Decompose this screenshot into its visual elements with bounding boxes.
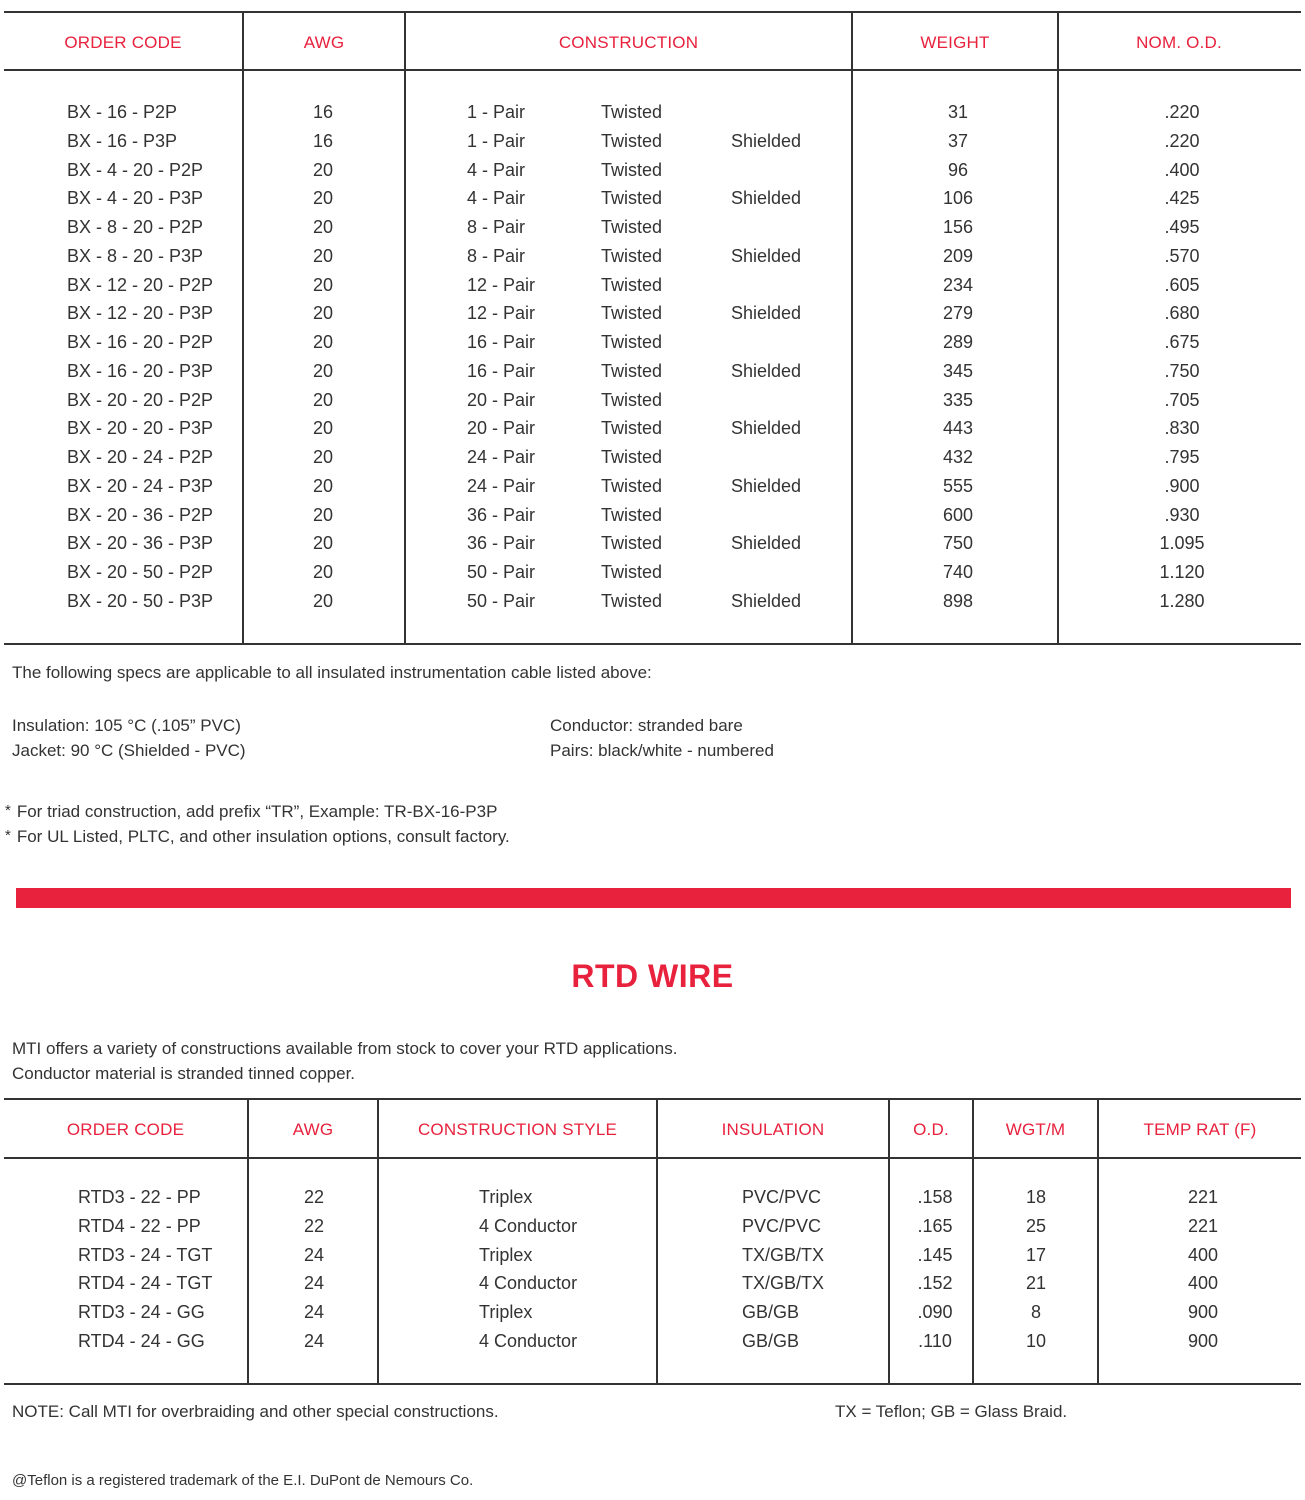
weight-cell: 96: [947, 159, 969, 180]
order-code-cell: BX - 20 - 50 - P2P: [67, 562, 214, 582]
rtd-awg-cell: 24: [303, 1302, 325, 1323]
twist-cell: Twisted: [601, 188, 663, 209]
weight-cell: 432: [942, 447, 974, 467]
rtd-temp-cell: 400: [1187, 1273, 1219, 1294]
order-code-cell: BX - 20 - 20 - P3P: [67, 418, 214, 439]
weight-cell: 345: [942, 360, 974, 381]
shield-cell: Shielded: [731, 590, 802, 611]
trademark-footer: @Teflon is a registered trademark of the E.I. DuPont de Nemours Co.: [12, 1472, 474, 1489]
rtd-intro-line2: Conductor material is stranded tinned copper.: [12, 1064, 356, 1083]
awg-cell: 20: [312, 504, 334, 525]
rtd-insulation-cell: TX/GB/TX: [742, 1273, 825, 1294]
shield-cell: Shielded: [731, 533, 802, 554]
order-code-cell: BX - 20 - 24 - P3P: [67, 475, 214, 496]
rtd-order-code-cell: RTD3 - 24 - TGT: [78, 1244, 213, 1265]
rtd-note: NOTE: Call MTI for overbraiding and other special constructions.: [12, 1402, 499, 1421]
pairs-cell: 20 - Pair: [467, 389, 536, 410]
rtd-order-code-cell: RTD4 - 22 - PP: [78, 1215, 201, 1236]
weight-cell: 209: [942, 245, 974, 266]
twist-cell: Twisted: [601, 217, 663, 237]
order-code-cell: BX - 20 - 36 - P3P: [67, 533, 214, 554]
table2-divider: [247, 1098, 249, 1385]
table1-divider: [242, 11, 244, 645]
table2-header-rule: [4, 1157, 1301, 1159]
weight-cell: 106: [942, 188, 974, 209]
weight-cell: 443: [942, 418, 974, 439]
awg-cell: 20: [312, 188, 334, 209]
rtd-awg-cell: 22: [303, 1215, 325, 1236]
rtd-header-temp: TEMP RAT (F): [1143, 1120, 1257, 1139]
header-nom-od: NOM. O.D.: [1136, 33, 1222, 52]
pairs-cell: 12 - Pair: [467, 274, 536, 295]
table1-divider: [1057, 11, 1059, 645]
awg-cell: 16: [312, 130, 334, 151]
weight-cell: 289: [942, 332, 974, 352]
rtd-header-awg: AWG: [292, 1120, 334, 1139]
od-cell: .795: [1164, 447, 1200, 467]
pairs-cell: 1 - Pair: [467, 130, 526, 151]
awg-cell: 16: [312, 102, 334, 122]
table1-divider: [851, 11, 853, 645]
awg-cell: 20: [312, 217, 334, 237]
rtd-awg-cell: 24: [303, 1273, 325, 1294]
rtd-wgt-cell: 8: [1030, 1302, 1041, 1323]
pairs-cell: 8 - Pair: [467, 217, 526, 237]
awg-cell: 20: [312, 590, 334, 611]
twist-cell: Twisted: [601, 130, 663, 151]
twist-cell: Twisted: [601, 360, 663, 381]
rtd-header-insulation: INSULATION: [721, 1120, 825, 1139]
spec-pairs: Pairs: black/white - numbered: [550, 741, 774, 760]
header-awg: AWG: [303, 33, 345, 52]
od-cell: .570: [1164, 245, 1200, 266]
rtd-insulation-cell: PVC/PVC: [742, 1215, 822, 1236]
pairs-cell: 16 - Pair: [467, 332, 536, 352]
rtd-wgt-cell: 17: [1025, 1244, 1047, 1265]
table1-header-rule: [4, 69, 1301, 71]
rtd-wgt-cell: 25: [1025, 1215, 1047, 1236]
rtd-temp-cell: 900: [1187, 1302, 1219, 1323]
od-cell: .220: [1164, 130, 1200, 151]
pairs-cell: 1 - Pair: [467, 102, 526, 122]
rtd-style-cell: Triplex: [479, 1244, 533, 1265]
rtd-order-code-cell: RTD3 - 22 - PP: [78, 1187, 201, 1207]
rtd-title: RTD WIRE: [571, 958, 734, 994]
pairs-cell: 24 - Pair: [467, 447, 536, 467]
twist-cell: Twisted: [601, 274, 663, 295]
pairs-cell: 12 - Pair: [467, 303, 536, 324]
twist-cell: Twisted: [601, 245, 663, 266]
header-construction: CONSTRUCTION: [558, 33, 699, 52]
weight-cell: 31: [947, 102, 969, 122]
od-cell: .680: [1164, 303, 1200, 324]
order-code-cell: BX - 16 - 20 - P3P: [67, 360, 214, 381]
rtd-style-cell: 4 Conductor: [479, 1273, 578, 1294]
twist-cell: Twisted: [601, 447, 663, 467]
od-cell: .675: [1164, 332, 1200, 352]
footnote-ul-text: For UL Listed, PLTC, and other insulation options, consult factory.: [16, 827, 510, 846]
weight-cell: 279: [942, 303, 974, 324]
awg-cell: 20: [312, 245, 334, 266]
order-code-cell: BX - 16 - P2P: [67, 102, 178, 122]
spec-insulation: Insulation: 105 °C (.105” PVC): [12, 716, 241, 735]
shield-cell: Shielded: [731, 130, 802, 151]
od-cell: 1.095: [1159, 533, 1205, 554]
od-cell: .495: [1164, 217, 1200, 237]
awg-cell: 20: [312, 303, 334, 324]
rtd-header-construction-style: CONSTRUCTION STYLE: [417, 1120, 618, 1139]
table2-top-rule: [4, 1098, 1301, 1100]
rtd-insulation-cell: PVC/PVC: [742, 1187, 822, 1207]
awg-cell: 20: [312, 475, 334, 496]
rtd-od-cell: .158: [917, 1187, 953, 1207]
asterisk-icon: *: [5, 827, 11, 844]
rtd-header-od: O.D.: [913, 1120, 949, 1139]
order-code-cell: BX - 16 - P3P: [67, 130, 178, 151]
table2-divider: [377, 1098, 379, 1385]
pairs-cell: 36 - Pair: [467, 533, 536, 554]
table2-bottom-rule: [4, 1383, 1301, 1385]
rtd-style-cell: Triplex: [479, 1302, 533, 1323]
od-cell: .830: [1164, 418, 1200, 439]
rtd-legend: TX = Teflon; GB = Glass Braid.: [835, 1402, 1068, 1421]
weight-cell: 740: [942, 562, 974, 582]
twist-cell: Twisted: [601, 303, 663, 324]
rtd-wgt-cell: 21: [1025, 1273, 1047, 1294]
od-cell: .750: [1164, 360, 1200, 381]
rtd-insulation-cell: GB/GB: [742, 1302, 800, 1323]
pairs-cell: 50 - Pair: [467, 562, 536, 582]
twist-cell: Twisted: [601, 475, 663, 496]
rtd-temp-cell: 400: [1187, 1244, 1219, 1265]
order-code-cell: BX - 20 - 24 - P2P: [67, 447, 214, 467]
rtd-order-code-cell: RTD4 - 24 - GG: [78, 1331, 205, 1351]
rtd-od-cell: .165: [917, 1215, 953, 1236]
pairs-cell: 24 - Pair: [467, 475, 536, 496]
rtd-header-wgt: WGT/M: [1005, 1120, 1066, 1139]
weight-cell: 750: [942, 533, 974, 554]
rtd-awg-cell: 24: [303, 1331, 325, 1351]
spec-jacket: Jacket: 90 °C (Shielded - PVC): [12, 741, 246, 760]
awg-cell: 20: [312, 159, 334, 180]
rtd-temp-cell: 221: [1187, 1187, 1219, 1207]
table1-divider: [404, 11, 406, 645]
awg-cell: 20: [312, 360, 334, 381]
table1-bottom-rule: [4, 643, 1301, 645]
pairs-cell: 4 - Pair: [467, 188, 526, 209]
table1-top-rule: [4, 11, 1301, 13]
od-cell: .400: [1164, 159, 1200, 180]
rtd-awg-cell: 24: [303, 1244, 325, 1265]
od-cell: 1.280: [1159, 590, 1205, 611]
shield-cell: Shielded: [731, 475, 802, 496]
rtd-od-cell: .090: [917, 1302, 953, 1323]
rtd-order-code-cell: RTD3 - 24 - GG: [78, 1302, 205, 1323]
footnote-triad-text: For triad construction, add prefix “TR”, Example: TR-BX-16-P3P: [16, 802, 498, 821]
spec-conductor: Conductor: stranded bare: [550, 716, 743, 735]
shield-cell: Shielded: [731, 360, 802, 381]
rtd-od-cell: .145: [917, 1244, 953, 1265]
order-code-cell: BX - 12 - 20 - P3P: [67, 303, 214, 324]
rtd-insulation-cell: GB/GB: [742, 1331, 800, 1351]
od-cell: 1.120: [1159, 562, 1205, 582]
weight-cell: 555: [942, 475, 974, 496]
od-cell: .605: [1164, 274, 1200, 295]
rtd-order-code-cell: RTD4 - 24 - TGT: [78, 1273, 213, 1294]
order-code-cell: BX - 16 - 20 - P2P: [67, 332, 214, 352]
od-cell: .930: [1164, 504, 1200, 525]
pairs-cell: 36 - Pair: [467, 504, 536, 525]
pairs-cell: 20 - Pair: [467, 418, 536, 439]
rtd-style-cell: 4 Conductor: [479, 1331, 578, 1351]
pairs-cell: 50 - Pair: [467, 590, 536, 611]
header-weight: WEIGHT: [920, 33, 990, 52]
rtd-style-cell: Triplex: [479, 1187, 533, 1207]
rtd-od-cell: .152: [917, 1273, 953, 1294]
twist-cell: Twisted: [601, 590, 663, 611]
pairs-cell: 4 - Pair: [467, 159, 526, 180]
pairs-cell: 16 - Pair: [467, 360, 536, 381]
twist-cell: Twisted: [601, 504, 663, 525]
weight-cell: 600: [942, 504, 974, 525]
awg-cell: 20: [312, 389, 334, 410]
shield-cell: Shielded: [731, 188, 802, 209]
od-cell: .900: [1164, 475, 1200, 496]
order-code-cell: BX - 8 - 20 - P3P: [67, 245, 204, 266]
twist-cell: Twisted: [601, 159, 663, 180]
twist-cell: Twisted: [601, 533, 663, 554]
order-code-cell: BX - 12 - 20 - P2P: [67, 274, 214, 295]
shield-cell: Shielded: [731, 418, 802, 439]
rtd-od-cell: .110: [918, 1331, 952, 1351]
awg-cell: 20: [312, 274, 334, 295]
shield-cell: Shielded: [731, 303, 802, 324]
awg-cell: 20: [312, 332, 334, 352]
rtd-style-cell: 4 Conductor: [479, 1215, 578, 1236]
header-order-code: ORDER CODE: [64, 33, 182, 52]
twist-cell: Twisted: [601, 562, 663, 582]
twist-cell: Twisted: [601, 389, 663, 410]
weight-cell: 335: [942, 389, 974, 410]
twist-cell: Twisted: [601, 418, 663, 439]
section-divider-bar: [16, 888, 1291, 908]
od-cell: .705: [1164, 389, 1200, 410]
asterisk-icon: *: [5, 802, 11, 819]
rtd-insulation-cell: TX/GB/TX: [742, 1244, 825, 1265]
table2-divider: [1097, 1098, 1099, 1385]
awg-cell: 20: [312, 533, 334, 554]
rtd-intro-line1: MTI offers a variety of constructions available from stock to cover your RTD applications.: [12, 1039, 678, 1058]
order-code-cell: BX - 20 - 50 - P3P: [67, 590, 214, 611]
shield-cell: Shielded: [731, 245, 802, 266]
order-code-cell: BX - 4 - 20 - P2P: [67, 159, 204, 180]
rtd-awg-cell: 22: [303, 1187, 325, 1207]
rtd-temp-cell: 900: [1187, 1331, 1219, 1351]
rtd-wgt-cell: 10: [1025, 1331, 1047, 1351]
rtd-temp-cell: 221: [1187, 1215, 1219, 1236]
weight-cell: 898: [942, 590, 974, 611]
od-cell: .220: [1164, 102, 1200, 122]
order-code-cell: BX - 8 - 20 - P2P: [67, 217, 204, 237]
weight-cell: 156: [942, 217, 974, 237]
pairs-cell: 8 - Pair: [467, 245, 526, 266]
order-code-cell: BX - 4 - 20 - P3P: [67, 188, 204, 209]
order-code-cell: BX - 20 - 20 - P2P: [67, 389, 214, 410]
awg-cell: 20: [312, 418, 334, 439]
twist-cell: Twisted: [601, 102, 663, 122]
rtd-header-order-code: ORDER CODE: [66, 1120, 185, 1139]
weight-cell: 234: [942, 274, 974, 295]
order-code-cell: BX - 20 - 36 - P2P: [67, 504, 214, 525]
specs-intro: The following specs are applicable to all insulated instrumentation cable listed above:: [12, 663, 652, 682]
table2-divider: [656, 1098, 658, 1385]
rtd-wgt-cell: 18: [1025, 1187, 1047, 1207]
weight-cell: 37: [947, 130, 969, 151]
awg-cell: 20: [312, 447, 334, 467]
awg-cell: 20: [312, 562, 334, 582]
footnote-ul: [5, 827, 510, 847]
twist-cell: Twisted: [601, 332, 663, 352]
footnote-triad: [5, 802, 497, 822]
od-cell: .425: [1164, 188, 1200, 209]
